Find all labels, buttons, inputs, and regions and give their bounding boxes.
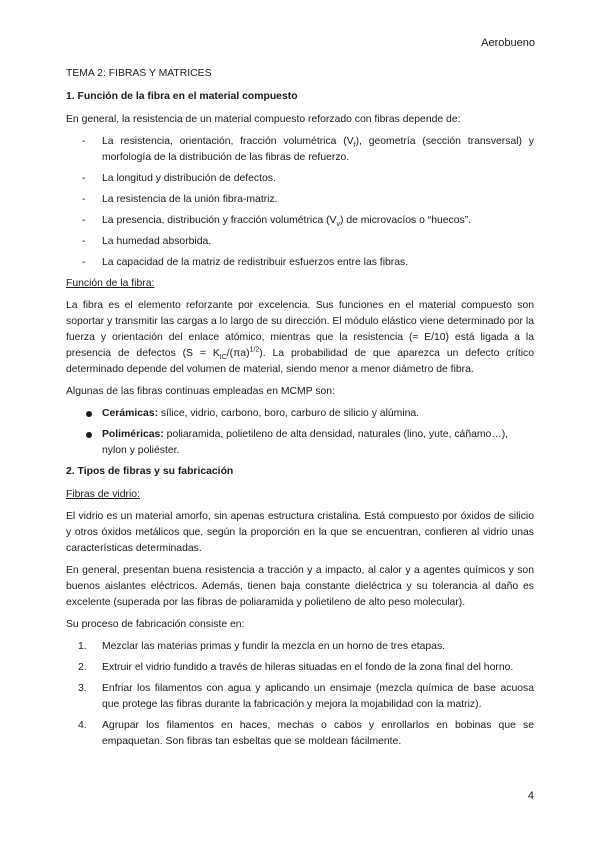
list-item: 3. Enfriar los filamentos con agua y aplicando un ensimaje (mezcla química de base acuosa que protege las fibras durante la fabricación y mejora la mojabilidad con la matriz).: [78, 683, 534, 710]
factors-list: [66, 134, 534, 271]
fabricacion-intro: Su proceso de fabricación consiste en:: [66, 619, 245, 630]
bullet-icon: [86, 411, 92, 417]
bullet-icon: [86, 432, 92, 438]
list-item: - La capacidad de la matriz de redistribuir esfuerzos entre las fibras.: [82, 257, 409, 268]
list-item: Poliméricas: poliaramida, polietileno de alta densidad, naturales (lino, yute, cáñamo…), nylon y poliéster.: [66, 427, 534, 459]
list-item: - La humedad absorbida.: [82, 236, 212, 247]
document-body: [66, 66, 534, 755]
list-item: - La longitud y distribución de defectos.: [82, 173, 276, 184]
section-2-heading: 2. Tipos de fibras y su fabricación: [66, 466, 234, 477]
list-item: Cerámicas: sílice, vidrio, carbono, boro, carburo de silicio y alúmina.: [66, 406, 534, 422]
list-item: 1. Mezclar las materias primas y fundir la mezcla en un horno de tres etapas.: [78, 641, 446, 652]
list-item: - La presencia, distribución y fracción volumétrica $(V_v)$ de microvacíos o “huecos”.: [82, 215, 472, 229]
list-item: - La resistencia de la unión fibra-matriz.: [82, 194, 278, 205]
section-1-intro: En general, la resistencia de un material compuesto reforzado con fibras depende de:: [66, 114, 461, 125]
page-header: Aerobueno: [481, 37, 535, 49]
list-item: 2. Extruir el vidrio fundido a través de hileras situadas en el fondo de la zona final del horno.: [78, 662, 514, 673]
tema-title: TEMA 2: FIBRAS Y MATRICES: [66, 68, 212, 79]
vidrio-paragraph-1: El vidrio es un material amorfo, sin apenas estructura cristalina. Está compuesto por óxidos de silicio y otros óxidos metálicos que, según la proporción en la que se encuentran, confieren al vidrio unas características determinadas.: [66, 511, 534, 554]
list-item: - La resistencia, orientación, fracción volumétrica $(V_f)$, geometría (sección transversal) y morfología de la distribución de las fibras de refuerzo.: [82, 136, 534, 163]
fibras-vidrio-subheading: Fibras de vidrio:: [66, 489, 140, 500]
section-1-heading: 1. Función de la fibra en el material compuesto: [66, 91, 298, 102]
vidrio-paragraph-2: En general, presentan buena resistencia a tracción y a impacto, al calor y a agentes químicos y son buenos aislantes eléctricos. Además, tienen baja constante dieléctrica y su tolerancia al daño es excelente (superada por las fibras de poliaramida y polietileno de alto peso molecular).: [66, 565, 534, 608]
fiber-types-list: [66, 406, 534, 459]
fabrication-steps-list: [66, 639, 534, 750]
fibras-continuas-intro: Algunas de las fibras continuas empleadas en MCMP son:: [66, 386, 335, 397]
list-item: 4. Agrupar los filamentos en haces, mechas o cabos y enrollarlos en bobinas que se empaquetan. Son fibras tan esbeltas que se moldean fácilmente.: [78, 720, 534, 747]
funcion-fibra-subheading: Función de la fibra:: [66, 278, 155, 289]
page-number: 4: [527, 790, 534, 802]
funcion-fibra-paragraph: La fibra es el elemento reforzante por excelencia. Sus funciones en el material compuesto son soportar y transmitir las cargas a lo largo de su dirección. El módulo elástico viene determinado por la fuerza y orientación del enlace atómico, mientras que la resistencia (≈ E/10) está ligada a la presencia de defectos $(S = K_{IC}/(\pi a)^{1/2})$. La probabilidad de que aparezca un defecto crítico determinado depende del volumen de material, siendo menor a menor diámetro de fibra.: [66, 300, 534, 375]
